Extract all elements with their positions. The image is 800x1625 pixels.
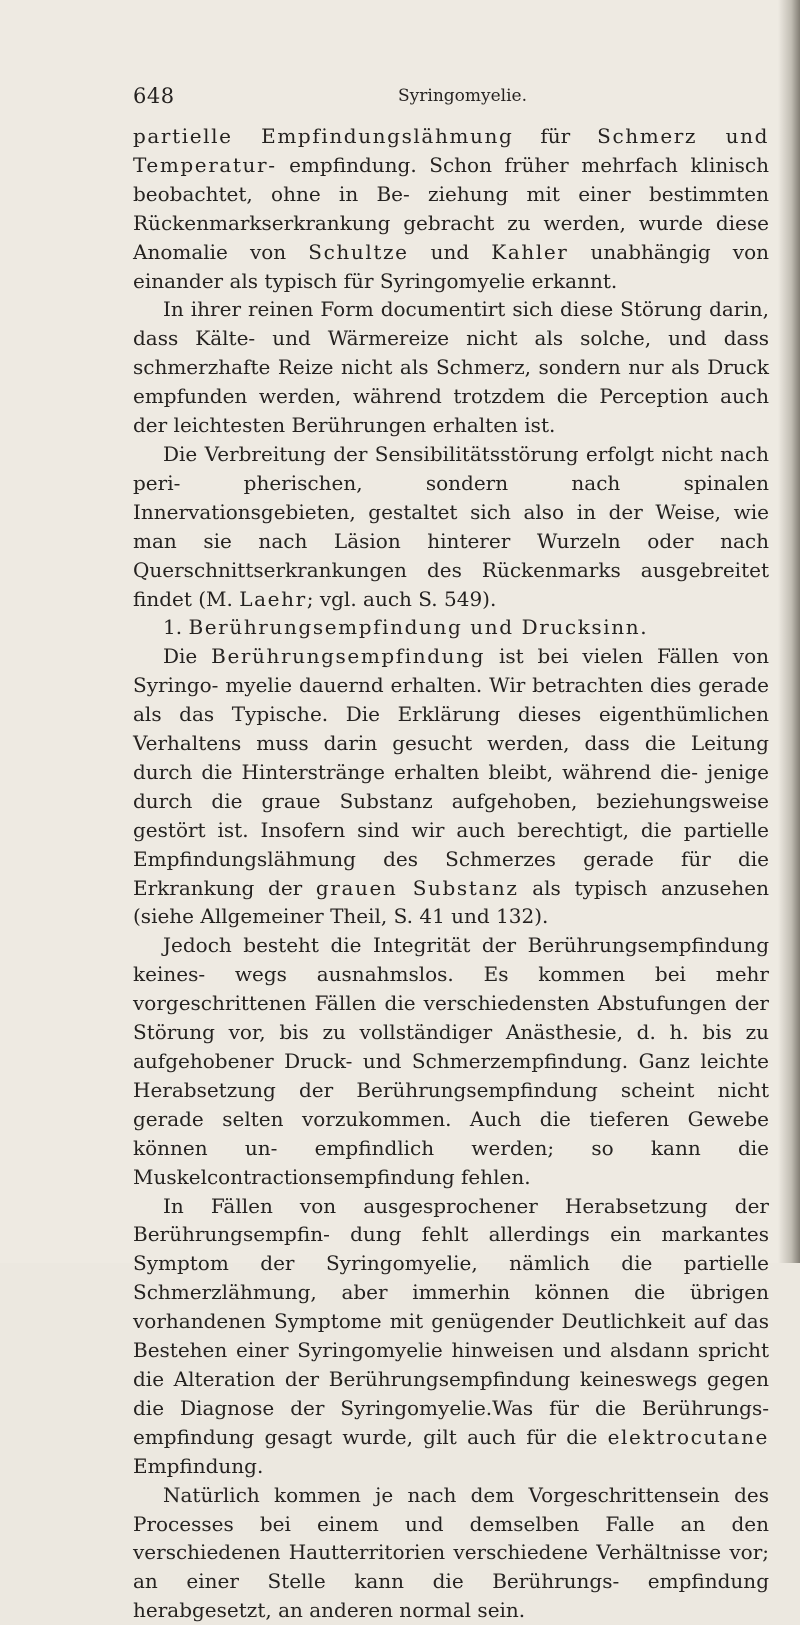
paragraph-text: als typisch anzusehen (siehe Allgemeiner Theil, S. 41 und 132). — [133, 875, 769, 929]
page-header — [133, 84, 763, 116]
paragraph-text: für — [513, 124, 598, 148]
paragraph-7: Natürlich kommen je nach dem Vorgeschrittensein des Processes bei einem und demselben Falle an den verschiedenen Hautterritorien verschiedene Verhältnisse vor; an einer Stelle kann die Berührungs- empfindung herabgesetzt, an anderen normal sein. — [133, 1482, 769, 1623]
paragraph-6 — [133, 1192, 769, 1481]
paragraph-2: In ihrer reinen Form documentirt sich diese Störung darin, dass Kälte- und Wärmereize nicht als solche, und dass schmerzhafte Reize nicht als Schmerz, sondern nur als Druck empfunden werden, während trotzdem die Perception auch der leichtesten Berührungen erhalten ist. — [133, 297, 769, 438]
emphasis-elektrocutane: elektrocutane — [607, 1424, 769, 1449]
emphasis-beruehrungsempfindung: Berührungsempfindung — [211, 644, 486, 669]
paragraph-text: Empfindung. — [133, 1453, 264, 1478]
emphasis-schmerz: Schmerz und Temperatur- — [133, 124, 769, 177]
paragraph-1 — [133, 122, 769, 295]
emphasis-grauen-substanz: grauen Substanz — [315, 875, 519, 900]
section-title: Berührungsempfindung und Drucksinn. — [188, 615, 649, 640]
emphasis-partielle: partielle Empfindungslähmung — [133, 124, 514, 148]
paragraph-5: Jedoch besteht die Integrität der Berührungsempfindung keines- wegs ausnahmslos. Es kommen bei mehr vorgeschrittenen Fällen die verschiedensten Abstufungen der Störung vor, bis zu vollständiger Anästhesie, d. h. bis zu aufgehobener Druck- und Schmerzempfindung. Ganz leichte Herabsetzung der Berührungsempfindung scheint nicht gerade selten vorzukommen. Auch die tieferen Gewebe können un- empfindlich werden; so kann die Muskelcontractionsempfindung fehlen. — [133, 933, 769, 1189]
paragraph-4 — [133, 642, 769, 931]
running-title: Syringomyelie. — [398, 86, 528, 106]
paragraph-text: ist bei vielen Fällen von Syringo- myelie dauernd erhalten. Wir betrachten dies gerade als das Typische. Die Erklärung dieses eigenthümlichen Verhaltens muss darin gesucht werden, dass die Leitung durch die Hinterstränge erhalten bleibt, während die- jenige durch die graue Substanz aufgehoben, beziehungsweise gestört ist. Insofern sind wir auch berechtigt, die partielle Empfindungslähmung des Schmerzes gerade für die Erkrankung der — [133, 644, 770, 900]
paragraph-text: unabhängig von einander als typisch für Syringomyelie erkannt. — [133, 239, 769, 293]
author-schultze: Schultze — [308, 239, 409, 264]
section-number: 1. — [163, 615, 189, 640]
body-text — [133, 122, 769, 1625]
paragraph-text: ; vgl. auch S. 549). — [306, 586, 497, 611]
paragraph-3 — [133, 440, 769, 613]
author-laehr: Laehr — [239, 586, 307, 611]
page-number: 648 — [133, 84, 175, 108]
section-heading — [133, 613, 769, 642]
author-kahler: Kahler — [491, 239, 569, 264]
paragraph-text: Die — [163, 644, 212, 669]
page-edge-shadow — [778, 0, 800, 1263]
paragraph-text: In Fällen von ausgesprochener Herabsetzung der Berührungsempfin- dung fehlt allerdings ein markantes Symptom der Syringomyelie, nämlich die partielle Schmerzlähmung, aber immerhin können die übrigen vorhandenen Symptome mit genügender Deutlichkeit auf das Bestehen einer Syringomyelie hinweisen und alsdann spricht die Alteration der Berührungsempfindung keineswegs gegen die Diagnose der Syringomyelie.Was für die Berührungs- empfindung gesagt wurde, gilt auch für die — [133, 1193, 769, 1449]
paragraph-text: Die Verbreitung der Sensibilitätsstörung erfolgt nicht nach peri- pherischen, sondern nach spinalen Innervationsgebieten, gestaltet sich also in der Weise, wie man sie nach Läsion hinterer Wurzeln oder nach Querschnittserkrankungen des Rückenmarks ausgebreitet findet (M. — [133, 441, 769, 611]
paragraph-text: empfindung. Schon früher mehrfach klinisch beobachtet, ohne in Be- ziehung mit einer bestimmten Rückenmarkserkrankung gebracht zu werden, wurde diese Anomalie von — [133, 152, 769, 264]
paragraph-text: und — [408, 239, 492, 264]
